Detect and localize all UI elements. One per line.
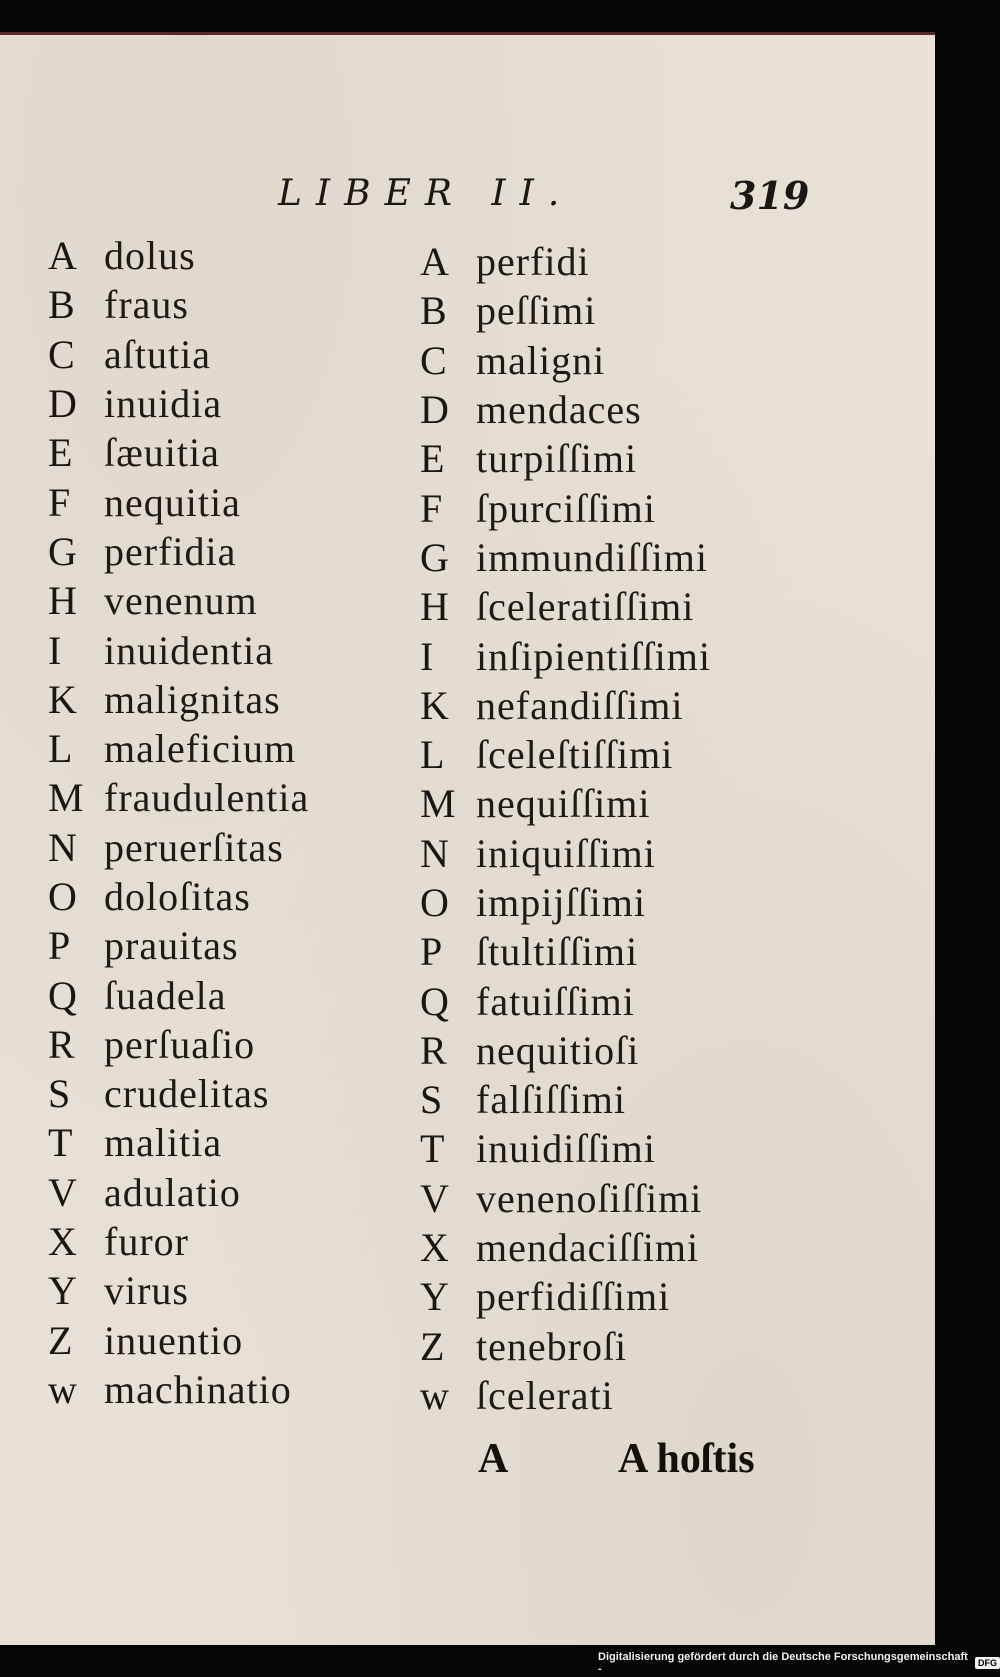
entry-word: inuidia [104,381,223,427]
entry-word: fraus [104,282,189,328]
entry-word: venenoſiſſimi [476,1175,703,1221]
right-column [420,237,760,1420]
cipher-entry [420,533,760,582]
entry-letter: K [420,682,449,728]
cipher-entry [48,1069,358,1118]
entry-letter: Q [420,978,449,1024]
entry-word: virus [104,1268,189,1314]
entry-word: immundiſſimi [476,534,709,580]
cipher-entry [48,1316,358,1365]
left-column [48,231,358,1414]
book-page [0,32,935,1645]
entry-letter: w [420,1372,449,1418]
entry-letter: I [420,633,434,679]
entry-word: adulatio [104,1169,241,1215]
cipher-entry [420,730,760,779]
entry-letter: P [420,929,443,975]
entry-letter: O [420,880,449,925]
entry-word: malignitas [104,676,281,722]
entry-word: tenebroſi [476,1323,628,1369]
entry-letter: Z [420,1323,445,1369]
entry-letter: E [48,430,73,476]
entry-word: inſipientiſſimi [476,633,711,679]
entry-word: perſuaſio [104,1021,256,1067]
cipher-entry [420,878,760,927]
entry-word: ſceleratiſſimi [476,584,695,630]
entry-word: nequitioſi [476,1027,640,1073]
cipher-entry [48,1118,358,1167]
cipher-entry [48,477,358,526]
entry-word: iniquiſſimi [476,830,656,876]
entry-word: crudelitas [104,1071,270,1117]
catchword-line [478,1435,808,1495]
entry-letter: N [420,830,449,876]
entry-word: doloſitas [104,874,251,919]
entry-letter: I [48,627,62,673]
entry-letter: Z [48,1317,73,1363]
cipher-entry [420,631,760,680]
entry-word: fraudulentia [104,775,310,821]
entry-word: aſtutia [104,331,211,377]
cipher-entry [48,280,358,329]
entry-letter: Y [420,1274,449,1320]
entry-letter: V [48,1169,77,1215]
entry-letter: F [420,485,443,531]
entry-letter: R [48,1021,75,1067]
entry-word: peruerſitas [104,824,284,870]
entry-word: ſuadela [104,972,227,1018]
cipher-entry [420,829,760,878]
entry-letter: D [420,387,449,433]
entry-word: ſcelerati [476,1372,614,1418]
cipher-entry [48,1365,358,1414]
entry-word: inuidentia [104,627,274,673]
cipher-entry [48,1168,358,1217]
signature-mark: A [478,1436,509,1482]
entry-letter: M [48,775,84,821]
cipher-entry [48,675,358,724]
entry-letter: D [48,381,77,427]
entry-letter: A [420,239,449,285]
entry-letter: L [420,732,445,778]
entry-letter: V [420,1175,449,1221]
cipher-entry [48,379,358,428]
entry-word: ſpurciſſimi [476,485,656,531]
cipher-entry [420,582,760,631]
cipher-entry [48,921,358,970]
cipher-entry [48,576,358,625]
entry-word: nequiſſimi [476,781,651,827]
entry-letter: M [420,781,456,827]
entry-letter: O [48,874,77,919]
entry-letter: E [420,436,445,482]
entry-letter: K [48,676,77,722]
entry-letter: S [48,1071,71,1117]
cipher-entry [48,428,358,477]
entry-word: maleficium [104,726,297,772]
entry-word: dolus [104,233,196,279]
entry-word: maligni [476,337,606,383]
entry-letter: L [48,726,73,772]
entry-word: perfidia [104,528,237,574]
dfg-logo: DFG [975,1657,1000,1669]
cipher-entry [420,779,760,828]
cipher-entry [48,872,358,921]
entry-letter: B [48,282,75,328]
entry-letter: P [48,923,71,969]
page-header [0,173,935,233]
cipher-entry [420,483,760,532]
cipher-entry [48,231,358,280]
entry-letter: F [48,479,71,525]
entry-letter: Y [48,1268,77,1314]
entry-word: falſiſſimi [476,1077,626,1123]
entry-letter: X [420,1225,449,1271]
entry-word: nequitia [104,479,241,525]
entry-word: fatuiſſimi [476,978,635,1024]
entry-word: ſæuitia [104,430,220,476]
entry-letter: A [48,233,77,279]
entry-word: nefandiſſimi [476,682,684,728]
cipher-entry [48,970,358,1019]
cipher-entry [420,1075,760,1124]
cipher-entry [420,434,760,483]
entry-word: venenum [104,578,258,624]
entry-letter: H [48,578,77,624]
entry-letter: Q [48,972,77,1018]
cipher-entry [420,681,760,730]
cipher-entry [420,385,760,434]
cipher-entry [420,1026,760,1075]
cipher-entry [420,1371,760,1420]
entry-word: perfidi [476,239,590,285]
cipher-entry [48,527,358,576]
entry-letter: S [420,1077,443,1123]
cipher-entry [420,1223,760,1272]
entry-letter: B [420,288,447,334]
entry-word: furor [104,1219,189,1265]
cipher-entry [420,1174,760,1223]
entry-letter: T [48,1120,73,1166]
cipher-entry [420,1124,760,1173]
cipher-entry [48,1266,358,1315]
entry-word: ſtultiſſimi [476,929,639,975]
entry-word: turpiſſimi [476,436,638,482]
catchword: A hoſtis [618,1436,755,1482]
cipher-entry [48,823,358,872]
entry-letter: H [420,584,449,630]
entry-letter: R [420,1027,447,1073]
entry-letter: w [48,1366,77,1412]
entry-letter: X [48,1219,77,1265]
credit-text: Digitalisierung gefördert durch die Deutsche Forschungsgemeinschaft - [598,1651,968,1675]
cipher-entry [420,1322,760,1371]
cipher-entry [420,976,760,1025]
cipher-entry [420,336,760,385]
cipher-entry [48,330,358,379]
cipher-entry [48,1217,358,1266]
entry-word: peſſimi [476,288,597,334]
entry-letter: G [48,528,77,574]
entry-word: mendaces [476,387,642,433]
entry-word: prauitas [104,923,239,969]
cipher-entry [420,927,760,976]
cipher-entry [420,1272,760,1321]
page-number: 319 [730,173,810,218]
entry-letter: G [420,534,449,580]
entry-letter: C [420,337,447,383]
entry-word: malitia [104,1120,223,1166]
cipher-entry [48,625,358,674]
entry-word: impijſſimi [476,880,647,925]
entry-letter: C [48,331,75,377]
cipher-entry [420,286,760,335]
entry-word: mendaciſſimi [476,1225,700,1271]
cipher-entry [48,724,358,773]
entry-letter: T [420,1126,445,1172]
entry-word: ſceleſtiſſimi [476,732,674,778]
entry-word: machinatio [104,1366,292,1412]
entry-letter: N [48,824,77,870]
entry-word: inuidiſſimi [476,1126,656,1172]
entry-word: perfidiſſimi [476,1274,671,1320]
cipher-entry [48,773,358,822]
cipher-entry [48,1020,358,1069]
cipher-entry [420,237,760,286]
entry-word: inuentio [104,1317,244,1363]
digitization-credit [598,1652,1000,1674]
running-head: LIBER II. [278,173,574,214]
